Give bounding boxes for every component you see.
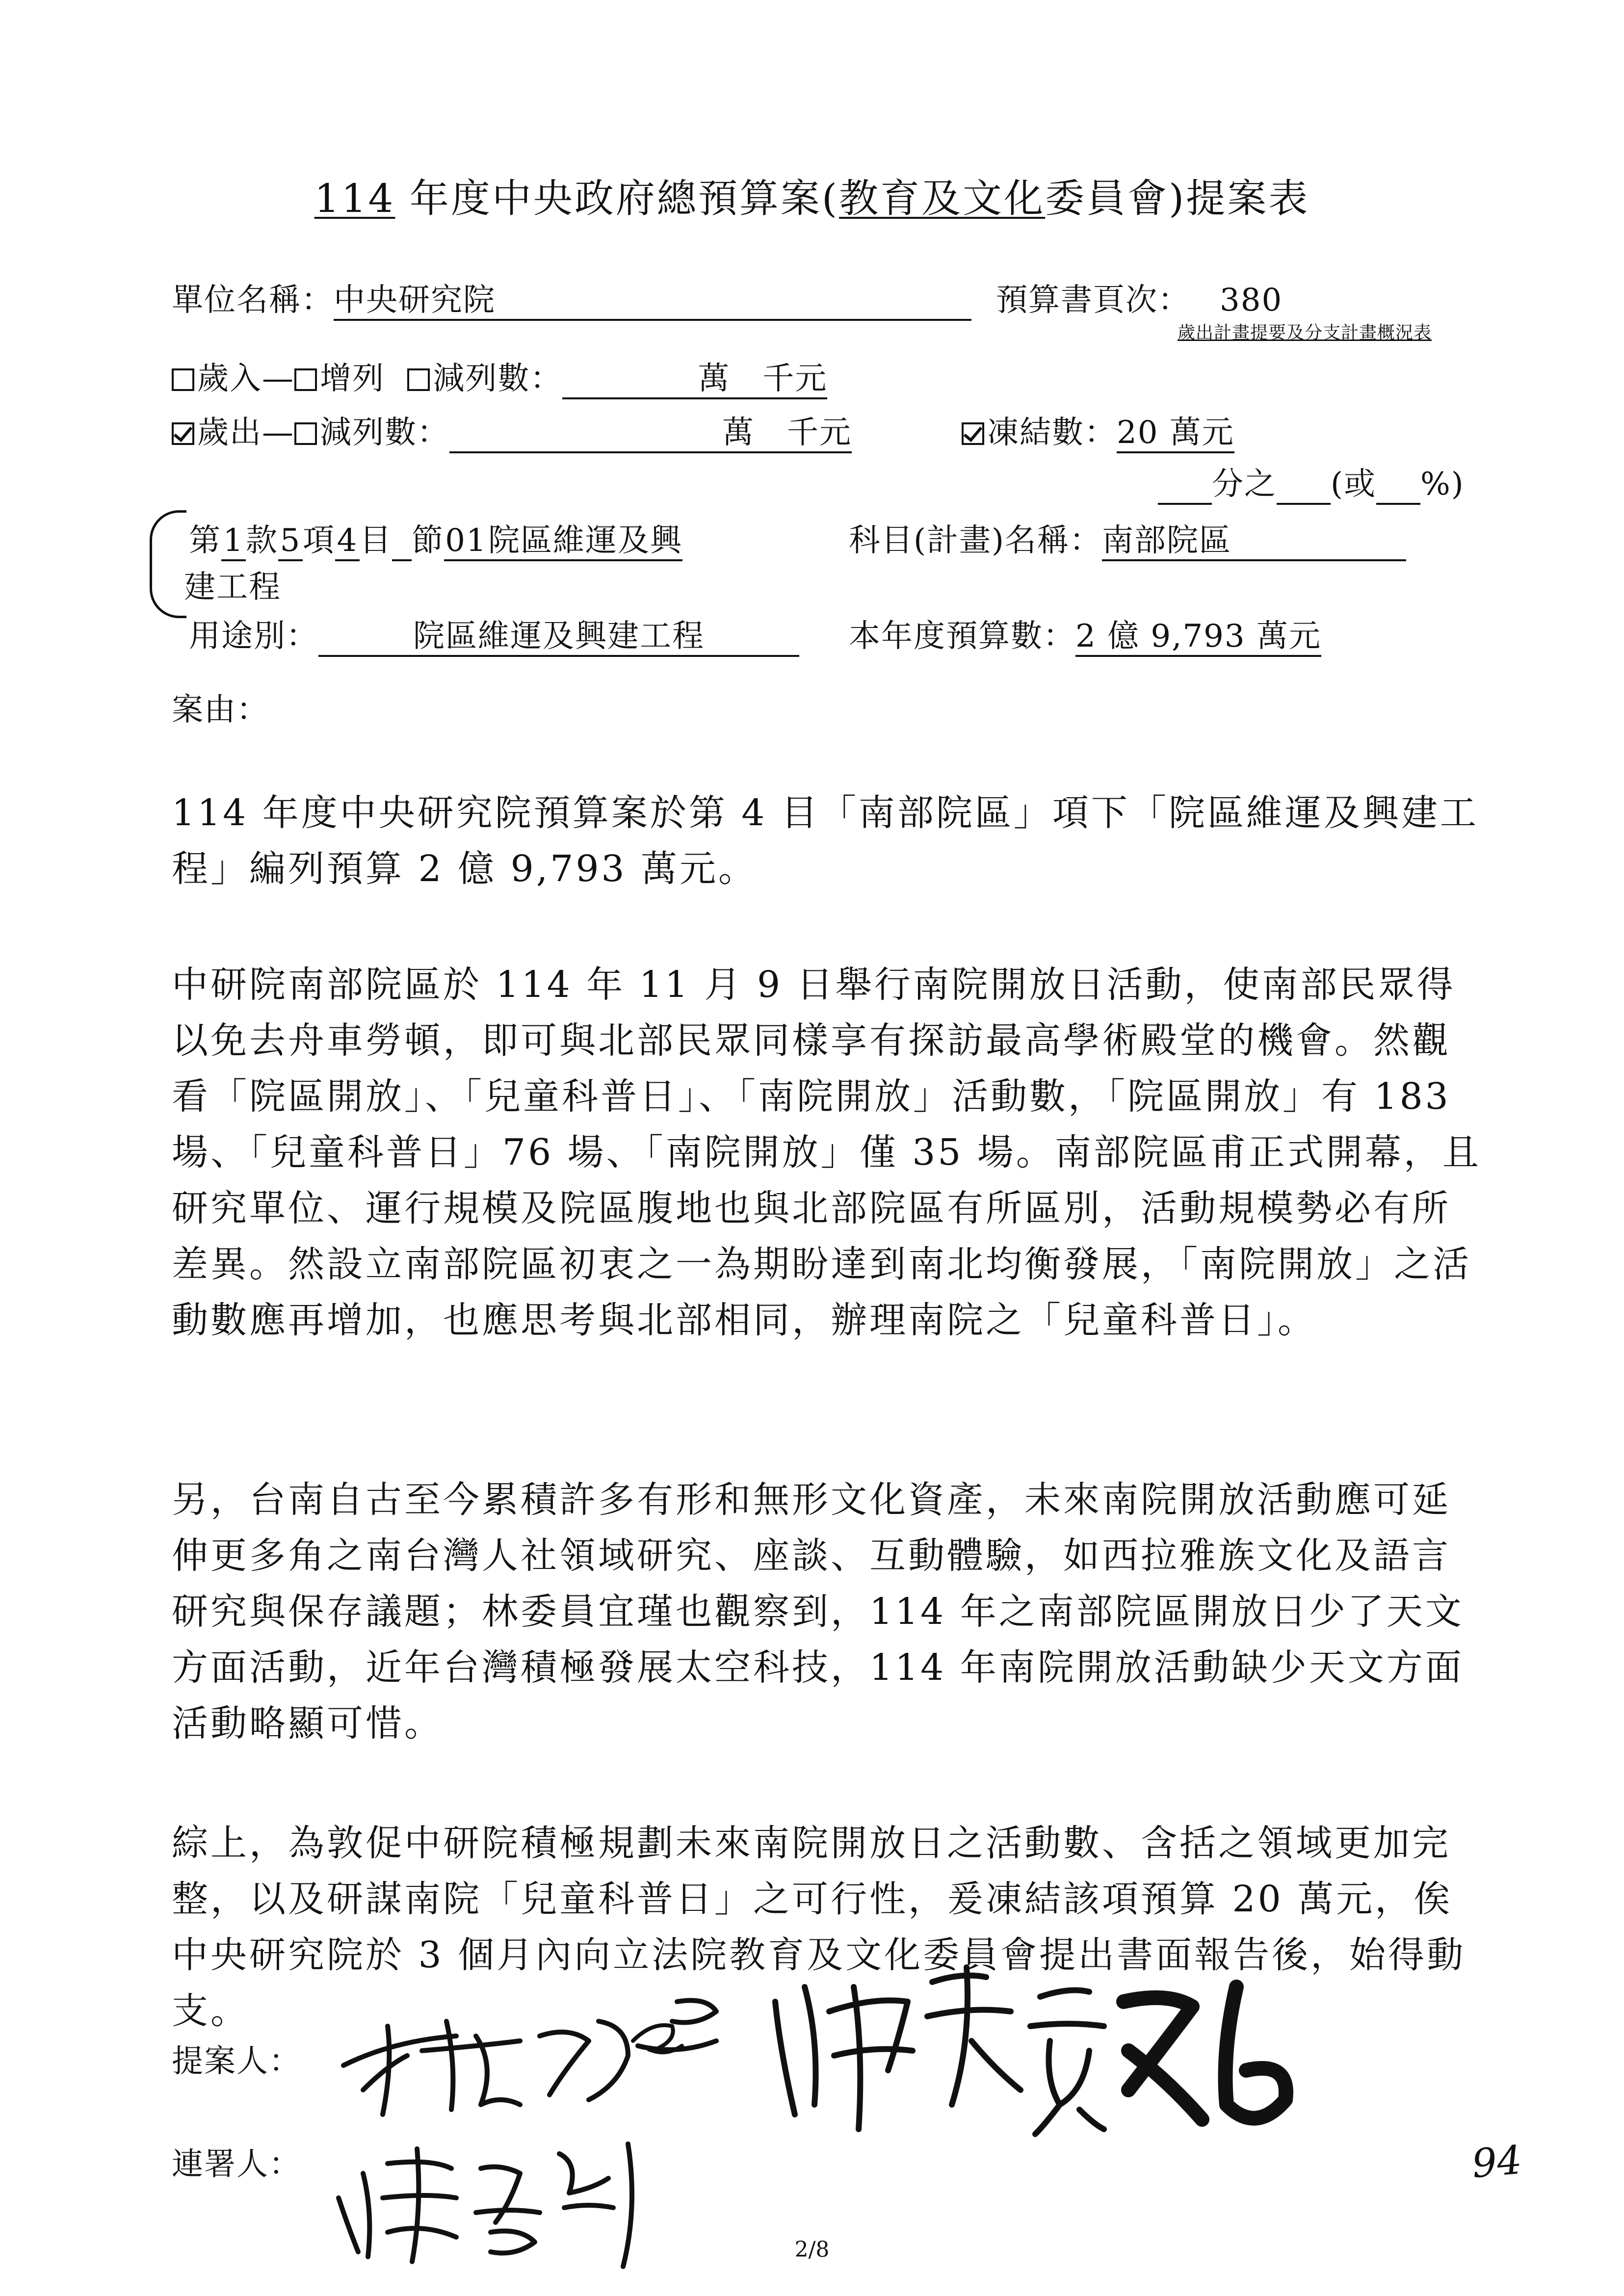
freeze-row xyxy=(962,407,1234,453)
income-label3: 減列數： xyxy=(433,361,563,397)
expense-row xyxy=(172,407,852,453)
income-label1: 歲入— xyxy=(197,361,294,397)
item-name-line2: 建工程 xyxy=(184,569,281,605)
kuan-label: 第 xyxy=(189,522,221,559)
usage-label: 用途別： xyxy=(189,618,318,654)
expense-checkbox[interactable] xyxy=(172,422,194,445)
usage-row xyxy=(189,611,799,657)
cosigner-label: 連署人： xyxy=(172,2146,301,2183)
annual-budget-row xyxy=(849,611,1321,657)
unit-row xyxy=(172,275,971,321)
item-bracket xyxy=(150,510,186,618)
income-label2: 增列 xyxy=(320,361,385,397)
income-reduce-checkbox[interactable] xyxy=(407,368,430,391)
title-part2: 委員會)提案表 xyxy=(1045,176,1310,221)
cosigner-signature-2 xyxy=(1109,1972,1315,2149)
fraction-blank-1 xyxy=(1158,467,1212,505)
reason-label: 案由： xyxy=(172,692,269,728)
kuan-value: 1 xyxy=(221,523,246,561)
jie-label: 目 xyxy=(360,522,392,559)
jie-suffix: 節 xyxy=(412,522,444,559)
freeze-label: 凍結數： xyxy=(987,415,1117,451)
budget-page-row xyxy=(996,275,1283,320)
mu-label: 項 xyxy=(303,522,335,559)
annual-budget-label: 本年度預算數： xyxy=(849,618,1075,654)
fraction-row xyxy=(1158,459,1465,505)
fraction-blank-3 xyxy=(1376,467,1420,505)
xiang-label: 款 xyxy=(246,522,278,559)
income-unit: 萬 千元 xyxy=(562,361,827,399)
fraction-text-c: %) xyxy=(1420,466,1465,502)
xiang-value: 5 xyxy=(278,523,303,561)
paragraph-2: 中研院南部院區於 114 年 11 月 9 日舉行南院開放日活動，使南部民眾得以免去舟車勞頓，即可與北部民眾同樣享有探訪最高學術殿堂的機會。然觀看「院區開放」、「兒童科普日」、「南院開放」活動數，「院區開放」有 183 場、「兒童科普日」76 場、「南院開放」僅 35 場。南部院區甫正式開幕，且研究單位、運行規模及院區腹地也與北部院區有所區別，活動規模勢必有所差異。然設立南部院區初衷之一為期盼達到南北均衡發展，「南院開放」之活動數應再增加，也應思考與北部相同，辦理南院之「兒童科普日」。 xyxy=(172,964,1481,1341)
item-row xyxy=(189,515,682,561)
title-committee: 教育及文化 xyxy=(839,176,1046,221)
jie-value xyxy=(392,523,412,561)
expense-reduce-checkbox[interactable] xyxy=(294,422,317,445)
paragraph-4: 綜上，為敦促中研院積極規劃未來南院開放日之活動數、含括之領域更加完整，以及研謀南院「兒童科普日」之可行性，爰凍結該項預算 20 萬元，俟中央研究院於 3 個月內向立法院教育及文化委員會提出書面報告後，始得動支。 xyxy=(172,1822,1466,2032)
paragraph-1: 114 年度中央研究院預算案於第 4 目「南部院區」項下「院區維運及興建工程」編列預算 2 億 9,793 萬元。 xyxy=(172,792,1479,890)
expense-label2: 減列數： xyxy=(320,415,449,451)
usage-value: 院區維運及興建工程 xyxy=(318,619,799,657)
income-add-checkbox[interactable] xyxy=(294,368,317,391)
budget-page-value: 380 xyxy=(1220,282,1283,318)
mu-value: 4 xyxy=(335,523,360,561)
subject-row xyxy=(849,515,1406,561)
annual-budget-value: 2 億 9,793 萬元 xyxy=(1075,619,1321,657)
item-code: 01 xyxy=(444,523,488,561)
subject-value: 南部院區 xyxy=(1102,523,1406,561)
budget-page-note: 歲出計畫提要及分支計畫概況表 xyxy=(1178,323,1432,343)
handwritten-mark xyxy=(623,2016,692,2061)
income-row xyxy=(172,353,827,399)
expense-unit: 萬 千元 xyxy=(449,415,852,453)
corner-number: 94 xyxy=(1470,2137,1524,2187)
fraction-blank-2 xyxy=(1277,467,1331,505)
title-part1: 年度中央政府總預算案( xyxy=(395,176,839,221)
fraction-text-a: 分之 xyxy=(1212,466,1277,502)
title-year: 114 xyxy=(314,176,395,221)
page-number: 2/8 xyxy=(794,2237,830,2262)
unit-value: 中央研究院 xyxy=(334,283,971,321)
expense-label1: 歲出— xyxy=(197,415,294,451)
paragraph-3: 另，台南自古至今累積許多有形和無形文化資產，未來南院開放活動應可延伸更多角之南台灣人社領域研究、座談、互動體驗，如西拉雅族文化及語言研究與保存議題；林委員宜瑾也觀察到，114 年之南部院區開放日少了天文方面活動，近年台灣積極發展太空科技，114 年南院開放活動缺少天文方面活動略顯可惜。 xyxy=(172,1479,1464,1745)
unit-label: 單位名稱： xyxy=(172,282,334,318)
form-title xyxy=(0,167,1624,223)
income-checkbox[interactable] xyxy=(172,368,194,391)
item-name-line1: 院區維運及興 xyxy=(488,523,682,561)
freeze-value: 20 萬元 xyxy=(1117,415,1234,453)
subject-label: 科目(計畫)名稱： xyxy=(849,522,1102,559)
budget-page-label: 預算書頁次： xyxy=(996,282,1190,318)
fraction-text-b: (或 xyxy=(1331,466,1376,502)
proposer-label: 提案人： xyxy=(172,2043,301,2080)
freeze-checkbox[interactable] xyxy=(962,422,984,445)
